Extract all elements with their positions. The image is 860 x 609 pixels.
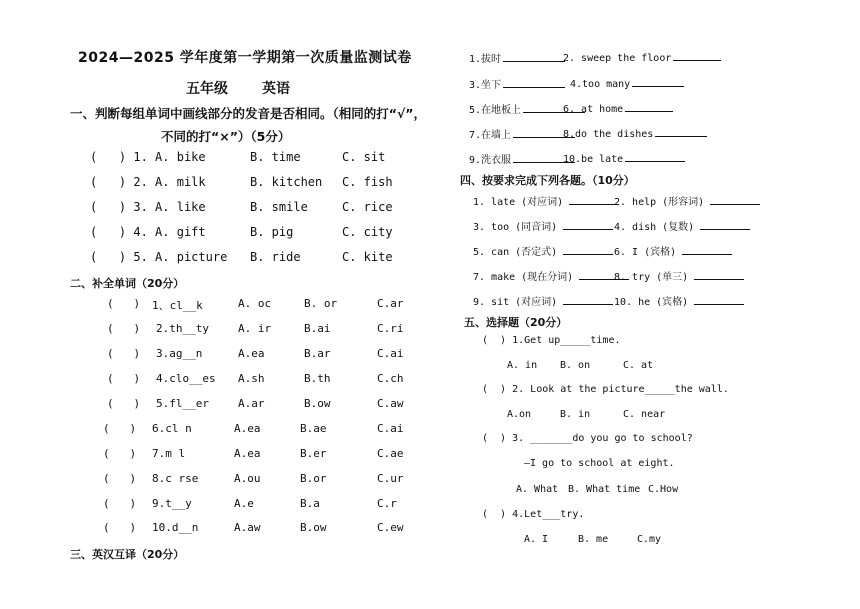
option-c: C. kite [342,250,393,264]
option-b: B. What time [568,484,641,495]
answer-bracket[interactable]: ( ) [482,335,507,346]
list-item [563,151,685,165]
option-b: B.th [304,372,331,385]
list-item [614,193,760,208]
answer-bracket[interactable]: ( ) [90,200,127,214]
prompt: 3.坐下 [469,80,502,91]
prompt: 2. help (形容词) [614,197,705,208]
word-blank: 7.m l [152,447,186,460]
prompt: 6. at home [563,104,624,115]
option-a: A. milk [155,175,206,189]
section3-heading: 三、英汉互译（20分） [70,548,185,561]
section2-heading: 二、补全单词（20分） [70,277,185,290]
list-item [469,76,565,91]
item-number: 2. [133,175,148,189]
option-b: B. or [304,297,338,310]
item-number: 1. [133,150,148,164]
prompt: 2. sweep the floor [563,53,672,64]
option-c: C.ae [377,447,404,460]
list-item [469,151,575,166]
question-text: 4.Let___try. [512,509,585,520]
answer-blank[interactable] [655,126,707,137]
list-item [90,250,227,264]
option-b: B. me [578,534,609,545]
option-b: B.or [300,472,327,485]
word-blank: 4.clo__es [156,372,216,385]
word-blank: 6.cl n [152,422,192,435]
question-text: 3. _______do you go to school? [512,433,693,444]
section5-heading: 五、选择题（20分） [464,316,568,329]
option-c: C. rice [342,200,393,214]
answer-bracket[interactable]: ( ) [103,521,137,534]
list-item [614,293,744,308]
prompt: 4.too many [570,79,631,90]
option-a: A. gift [155,225,206,239]
option-c: C.ri [377,322,404,335]
answer-bracket[interactable]: ( ) [90,175,127,189]
question-4 [482,509,584,520]
prompt: 8.do the dishes [563,129,654,140]
answer-blank[interactable] [569,194,619,205]
option-c: C. sit [342,150,386,164]
option-c: C.ai [377,347,404,360]
prompt: 6. I (宾格) [614,247,677,258]
item-number: 4. [133,225,148,239]
answer-blank[interactable] [673,50,721,61]
list-item [614,268,744,283]
section1-heading: 一、判断每组单词中画线部分的发音是否相同。（相同的打“√”， [70,106,427,121]
option-b: B. smile [250,200,308,214]
option-a: A. oc [238,297,272,310]
question-2 [482,384,729,395]
option-a: A.ea [234,447,261,460]
word-blank: 3.ag__n [156,347,203,360]
option-c: C. fish [342,175,393,189]
question-3 [482,433,693,444]
list-item [614,243,732,258]
prompt: 1.拔时 [469,54,502,65]
option-a: A. picture [155,250,228,264]
word-blank: 9.t__y [152,497,192,510]
option-a: A.on [507,409,532,420]
answer-bracket[interactable]: ( ) [482,433,507,444]
option-b: B.a [300,497,320,510]
option-c: C.r [377,497,397,510]
answer-blank[interactable] [503,77,565,88]
word-blank: 5.fl__er [156,397,209,410]
prompt: 7. make (现在分词) [473,272,574,283]
option-a: A. bike [155,150,206,164]
option-a: A. ir [238,322,272,335]
question-3-dialogue: —I go to school at eight. [524,458,675,469]
answer-blank[interactable] [503,51,565,62]
option-c: C.How [648,484,679,495]
option-c: C. near [623,409,666,420]
option-b: B. on [560,360,591,371]
prompt: 8. try (单三) [614,272,689,283]
prompt: 10. he (宾格) [614,297,689,308]
question-1 [482,335,621,346]
option-b: B. ride [250,250,301,264]
answer-bracket[interactable]: ( ) [103,472,137,485]
subject-label: 英语 [262,81,290,97]
option-a: A. What [516,484,559,495]
option-c: C. at [623,360,654,371]
option-b: B.ae [300,422,327,435]
question-text: 2. Look at the picture_____the wall. [512,384,729,395]
answer-blank[interactable] [563,219,613,230]
section4-heading: 四、按要求完成下列各题。（10分） [460,174,635,187]
prompt: 1. late (对应词) [473,197,564,208]
prompt: 3. too (同音词) [473,222,558,233]
option-a: A. like [155,200,206,214]
option-c: C.ur [377,472,404,485]
option-a: A.ou [234,472,261,485]
answer-bracket[interactable]: ( ) [482,509,507,520]
list-item [90,225,206,239]
list-item [90,175,206,189]
list-item [90,150,206,164]
answer-blank[interactable] [563,244,613,255]
prompt: 5. can (否定式) [473,247,558,258]
answer-bracket[interactable]: ( ) [482,384,507,395]
answer-blank[interactable] [694,269,744,280]
prompt: 5.在地板上 [469,105,522,116]
option-b: B.ow [300,521,327,534]
word-blank: 10.d__n [152,521,199,534]
list-item [473,218,613,233]
list-item [563,50,721,64]
prompt: 9.洗衣服 [469,155,512,166]
option-a: A.ar [238,397,265,410]
answer-bracket[interactable]: ( ) [103,447,137,460]
option-c: C.ch [377,372,404,385]
answer-blank[interactable] [700,219,750,230]
answer-bracket[interactable]: ( ) [103,422,137,435]
item-number: 3. [133,200,148,214]
option-c: C.ai [377,422,404,435]
grade-label: 五年级 [186,81,228,97]
answer-blank[interactable] [625,101,673,112]
answer-blank[interactable] [625,151,685,162]
answer-bracket[interactable]: ( ) [90,150,127,164]
option-b: B.ar [304,347,331,360]
list-item [90,200,206,214]
answer-bracket[interactable]: ( ) [103,497,137,510]
option-b: B. time [250,150,301,164]
exam-title: 2024—2025 学年度第一学期第一次质量监测试卷 [78,50,412,66]
list-item [473,193,619,208]
option-b: B.er [300,447,327,460]
answer-blank[interactable] [694,294,744,305]
word-blank: 2.th__ty [156,322,209,335]
answer-blank[interactable] [682,244,732,255]
option-c: C. city [342,225,393,239]
answer-blank[interactable] [632,76,684,87]
list-item [473,243,613,258]
option-c: C.aw [377,397,404,410]
option-a: A.aw [234,521,261,534]
option-a: A.ea [238,347,265,360]
question-text: 1.Get up_____time. [512,335,621,346]
option-b: B.ow [304,397,331,410]
list-item [570,76,684,90]
list-item [473,268,629,283]
answer-bracket[interactable]: ( ) [107,397,141,410]
answer-bracket[interactable]: ( ) [90,225,127,239]
option-b: B. kitchen [250,175,323,189]
prompt: 7.在墙上 [469,130,512,141]
option-a: A. in [507,360,538,371]
option-b: B.ai [304,322,331,335]
list-item [473,293,613,308]
list-item [614,218,750,233]
answer-bracket[interactable]: ( ) [107,372,141,385]
answer-bracket[interactable]: ( ) [107,297,141,310]
option-a: A.ea [234,422,261,435]
answer-bracket[interactable]: ( ) [90,250,127,264]
option-a: A. I [524,534,549,545]
prompt: 9. sit (对应词) [473,297,558,308]
option-b: B. in [560,409,591,420]
item-number: 5. [133,250,148,264]
option-c: C.my [637,534,662,545]
answer-bracket[interactable]: ( ) [107,347,141,360]
answer-blank[interactable] [710,194,760,205]
option-a: A.e [234,497,254,510]
list-item [469,126,575,141]
section1-heading-cont: 不同的打“×”）（5分） [161,129,291,144]
prompt: 4. dish (复数) [614,222,695,233]
prompt: 10.be late [563,154,624,165]
word-blank: 1、cl__k [152,299,203,312]
option-c: C.ew [377,521,404,534]
option-b: B. pig [250,225,294,239]
list-item [563,101,673,115]
list-item [469,50,565,65]
list-item [563,126,707,140]
answer-blank[interactable] [563,294,613,305]
answer-bracket[interactable]: ( ) [107,322,141,335]
option-c: C.ar [377,297,404,310]
word-blank: 8.c rse [152,472,199,485]
option-a: A.sh [238,372,265,385]
